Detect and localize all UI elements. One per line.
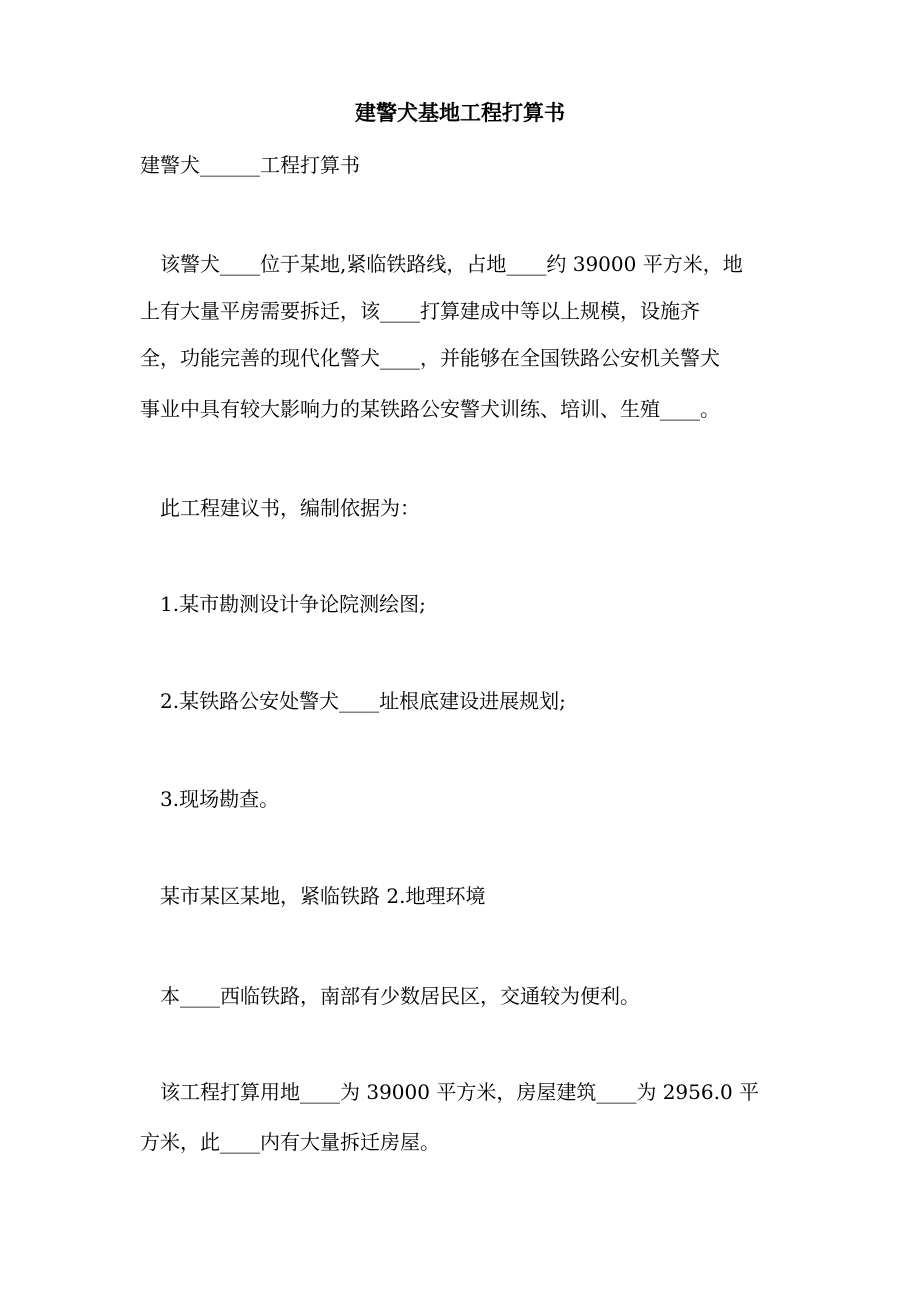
- basis-item-1: 1.某市勘测设计争论院测绘图;: [160, 592, 426, 616]
- land-use-line-2: 方米，此____内有大量拆迁房屋。: [140, 1130, 440, 1154]
- intro-line-4: 事业中具有较大影响力的某铁路公安警犬训练、培训、生殖____。: [140, 397, 720, 421]
- basis-item-3: 3.现场勘查。: [160, 787, 280, 811]
- document-subtitle: 建警犬______工程打算书: [140, 153, 360, 177]
- land-use-line-1: 该工程打算用地____为 39000 平方米，房屋建筑____为 2956.0 平: [160, 1080, 760, 1104]
- intro-line-1: 该警犬____位于某地,紧临铁路线，占地____约 39000 平方米，地: [160, 252, 743, 276]
- intro-line-3: 全，功能完善的现代化警犬____，并能够在全国铁路公安机关警犬: [140, 346, 720, 370]
- basis-item-2: 2.某铁路公安处警犬____址根底建设进展规划;: [160, 689, 566, 713]
- location-paragraph: 某市某区某地，紧临铁路 2.地理环境: [160, 884, 486, 908]
- document-title: 建警犬基地工程打算书: [355, 100, 565, 125]
- intro-line-2: 上有大量平房需要拆迁，该____打算建成中等以上规模，设施齐: [140, 299, 700, 323]
- basis-heading: 此工程建议书，编制依据为：: [160, 496, 420, 520]
- environment-paragraph: 本____西临铁路，南部有少数居民区，交通较为便利。: [160, 984, 640, 1008]
